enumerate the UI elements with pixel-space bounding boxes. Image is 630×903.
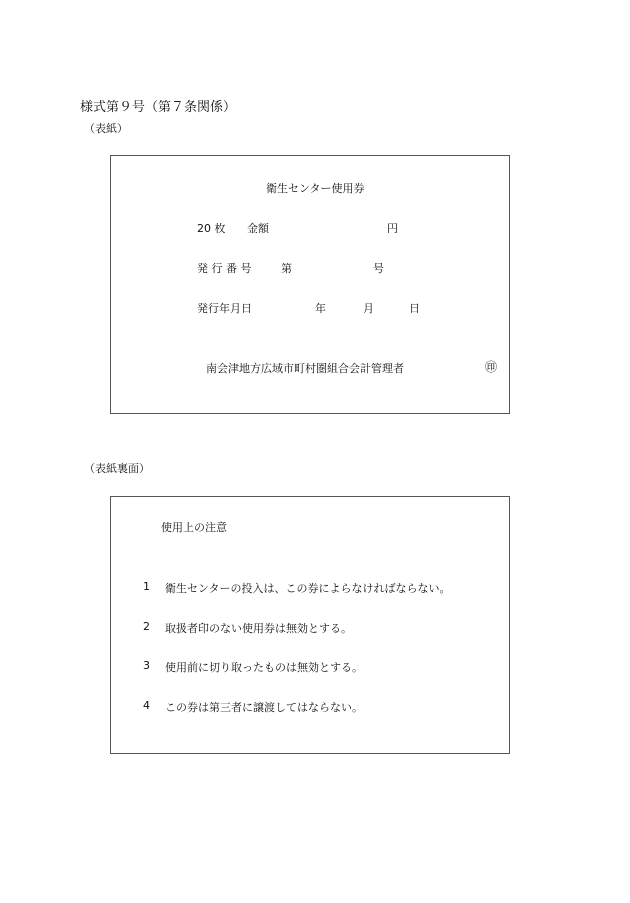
day-unit: 日 — [409, 302, 420, 315]
ticket-heading: 衛生センター使用券 — [266, 182, 365, 195]
ticket-quantity: 20 枚 — [197, 222, 226, 235]
serial-suffix: 号 — [373, 262, 384, 275]
month-unit: 月 — [363, 302, 374, 315]
note-number: 3 — [143, 659, 150, 672]
year-unit: 年 — [315, 302, 326, 315]
ticket-cover — [110, 155, 510, 414]
yen-unit: 円 — [387, 222, 398, 235]
note-text: この券は第三者に譲渡してはならない。 — [165, 701, 363, 714]
note-number: 2 — [143, 620, 150, 633]
serial-number-label: 発 行 番 号 — [197, 262, 252, 275]
form-title: 様式第９号（第７条関係） — [80, 100, 237, 115]
issue-date-label: 発行年月日 — [197, 302, 252, 315]
ticket-back — [110, 496, 510, 754]
cover-section-label: （表紙） — [84, 122, 128, 135]
back-section-label: （表紙裏面） — [84, 462, 150, 475]
notes-heading: 使用上の注意 — [161, 521, 227, 534]
note-number: 1 — [143, 580, 150, 593]
issuer-name: 南会津地方広域市町村圏組合会計管理者 — [206, 362, 404, 375]
note-text: 衛生センターの投入は、この券によらなければならない。 — [165, 582, 451, 595]
note-text: 取扱者印のない使用券は無効とする。 — [165, 622, 352, 635]
seal-mark: ㊞ — [485, 360, 498, 374]
note-text: 使用前に切り取ったものは無効とする。 — [165, 661, 363, 674]
note-number: 4 — [143, 699, 150, 712]
serial-prefix: 第 — [281, 262, 292, 275]
amount-label: 金額 — [247, 222, 269, 235]
